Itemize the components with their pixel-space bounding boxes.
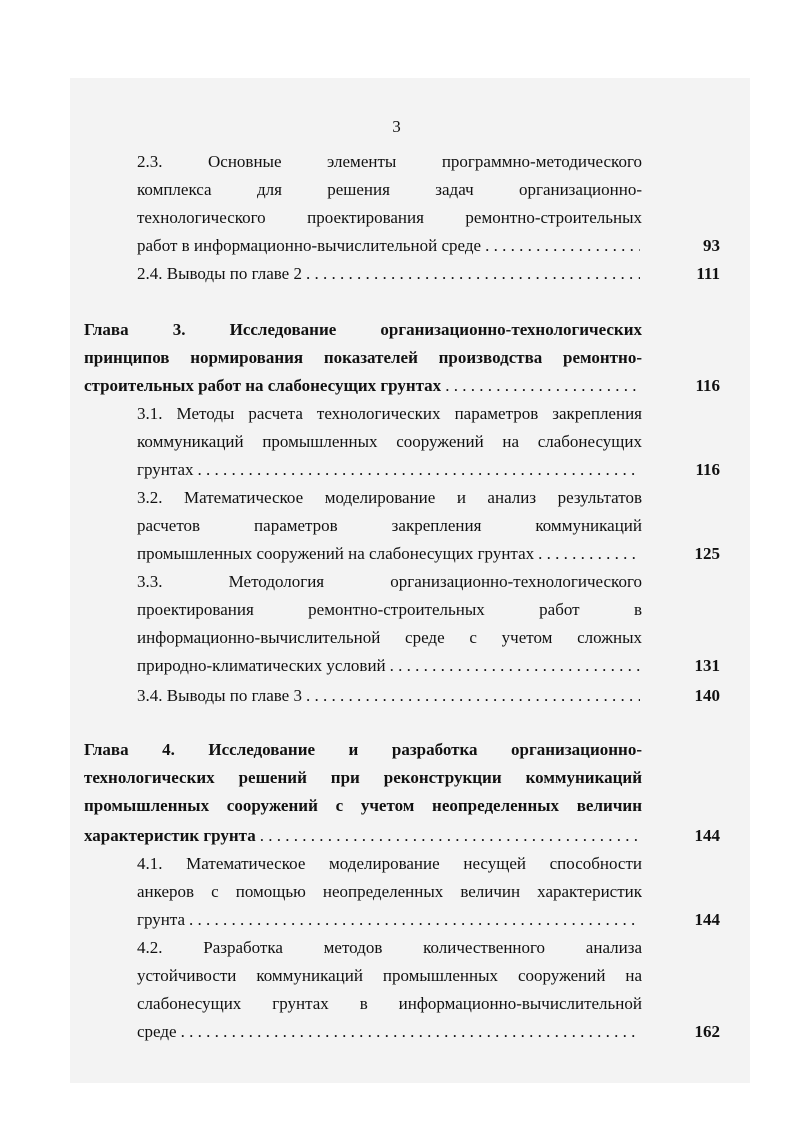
toc-2-4-title: 2.4. Выводы по главе 2: [137, 264, 302, 283]
dot-leader: [306, 686, 640, 706]
toc-3-4-title: 3.4. Выводы по главе 3: [137, 686, 302, 705]
toc-ch3-line-1: Глава 3. Исследование организационно-технологических: [84, 320, 642, 339]
dot-leader: [538, 544, 640, 564]
toc-4-2-page: 162: [694, 1022, 720, 1041]
toc-2-3-page: 93: [703, 236, 720, 255]
dot-leader: [260, 826, 640, 846]
dot-leader: [181, 1022, 640, 1042]
toc-3-2-title-end: промышленных сооружений на слабонесущих грунтах: [137, 544, 535, 563]
toc-4-2-line-1: 4.2. Разработка методов количественного анализа: [137, 938, 642, 957]
toc-3-3-line-3: информационно-вычислительной среде с учетом сложных: [137, 628, 642, 647]
toc-3-1-line-2: коммуникаций промышленных сооружений на слабонесущих: [137, 432, 642, 451]
toc-2-3-line-1: 2.3. Основные элементы программно-методического: [137, 152, 642, 171]
toc-ch3-page: 116: [695, 376, 720, 395]
toc-4-2-title-end: среде: [137, 1022, 177, 1041]
toc-4-2-line-3: слабонесущих грунтах в информационно-вычислительной: [137, 994, 642, 1013]
toc-4-1-page: 144: [694, 910, 720, 929]
toc-4-1-line-1: 4.1. Математическое моделирование несущей способности: [137, 854, 642, 873]
toc-3-1-page: 116: [695, 460, 720, 479]
toc-3-2-line-3[interactable]: [137, 544, 642, 564]
toc-3-3-line-4[interactable]: [137, 656, 642, 676]
toc-ch4-line-4[interactable]: [84, 826, 642, 846]
toc-2-3-title-end: работ в информационно-вычислительной среде: [137, 236, 482, 255]
toc-ch3-line-2: принципов нормирования показателей производства ремонтно-: [84, 348, 642, 367]
toc-ch4-line-2: технологических решений при реконструкции коммуникаций: [84, 768, 642, 787]
toc-ch3-title-end: строительных работ на слабонесущих грунтах: [84, 376, 442, 395]
toc-3-2-page: 125: [694, 544, 720, 563]
page-number: 3: [392, 117, 401, 136]
toc-ch3-line-3[interactable]: [84, 376, 642, 396]
dot-leader: [198, 460, 640, 480]
dot-leader: [485, 236, 640, 256]
dot-leader: [189, 910, 640, 930]
toc-2-4-line[interactable]: [137, 264, 642, 284]
toc-4-1-line-2: анкеров с помощью неопределенных величин характеристик: [137, 882, 642, 901]
toc-3-4-page: 140: [694, 686, 720, 705]
dot-leader: [390, 656, 640, 676]
toc-4-2-line-2: устойчивости коммуникаций промышленных сооружений на: [137, 966, 642, 985]
toc-2-3-line-4[interactable]: [137, 236, 642, 256]
toc-2-3-line-2: комплекса для решения задач организационно-: [137, 180, 642, 199]
toc-ch4-line-1: Глава 4. Исследование и разработка организационно-: [84, 740, 642, 759]
toc-3-1-title-end: грунтах: [137, 460, 194, 479]
toc-2-4-page: 111: [696, 264, 720, 283]
toc-ch4-title-end: характеристик грунта: [84, 826, 256, 845]
toc-4-1-title-end: грунта: [137, 910, 186, 929]
toc-3-1-line-1: 3.1. Методы расчета технологических параметров закрепления: [137, 404, 642, 423]
toc-3-3-line-1: 3.3. Методология организационно-технологического: [137, 572, 642, 591]
toc-3-3-title-end: природно-климатических условий: [137, 656, 386, 675]
toc-4-2-line-4[interactable]: [137, 1022, 642, 1042]
toc-3-2-line-1: 3.2. Математическое моделирование и анализ результатов: [137, 488, 642, 507]
dot-leader: [306, 264, 640, 284]
toc-3-2-line-2: расчетов параметров закрепления коммуникаций: [137, 516, 642, 535]
toc-ch4-line-3: промышленных сооружений с учетом неопределенных величин: [84, 796, 642, 815]
toc-3-4-line[interactable]: [137, 686, 642, 706]
toc-4-1-line-3[interactable]: [137, 910, 642, 930]
toc-3-1-line-3[interactable]: [137, 460, 642, 480]
toc-ch4-page: 144: [694, 826, 720, 845]
toc-3-3-line-2: проектирования ремонтно-строительных работ в: [137, 600, 642, 619]
dot-leader: [445, 376, 640, 396]
toc-2-3-line-3: технологического проектирования ремонтно-строительных: [137, 208, 642, 227]
toc-3-3-page: 131: [694, 656, 720, 675]
